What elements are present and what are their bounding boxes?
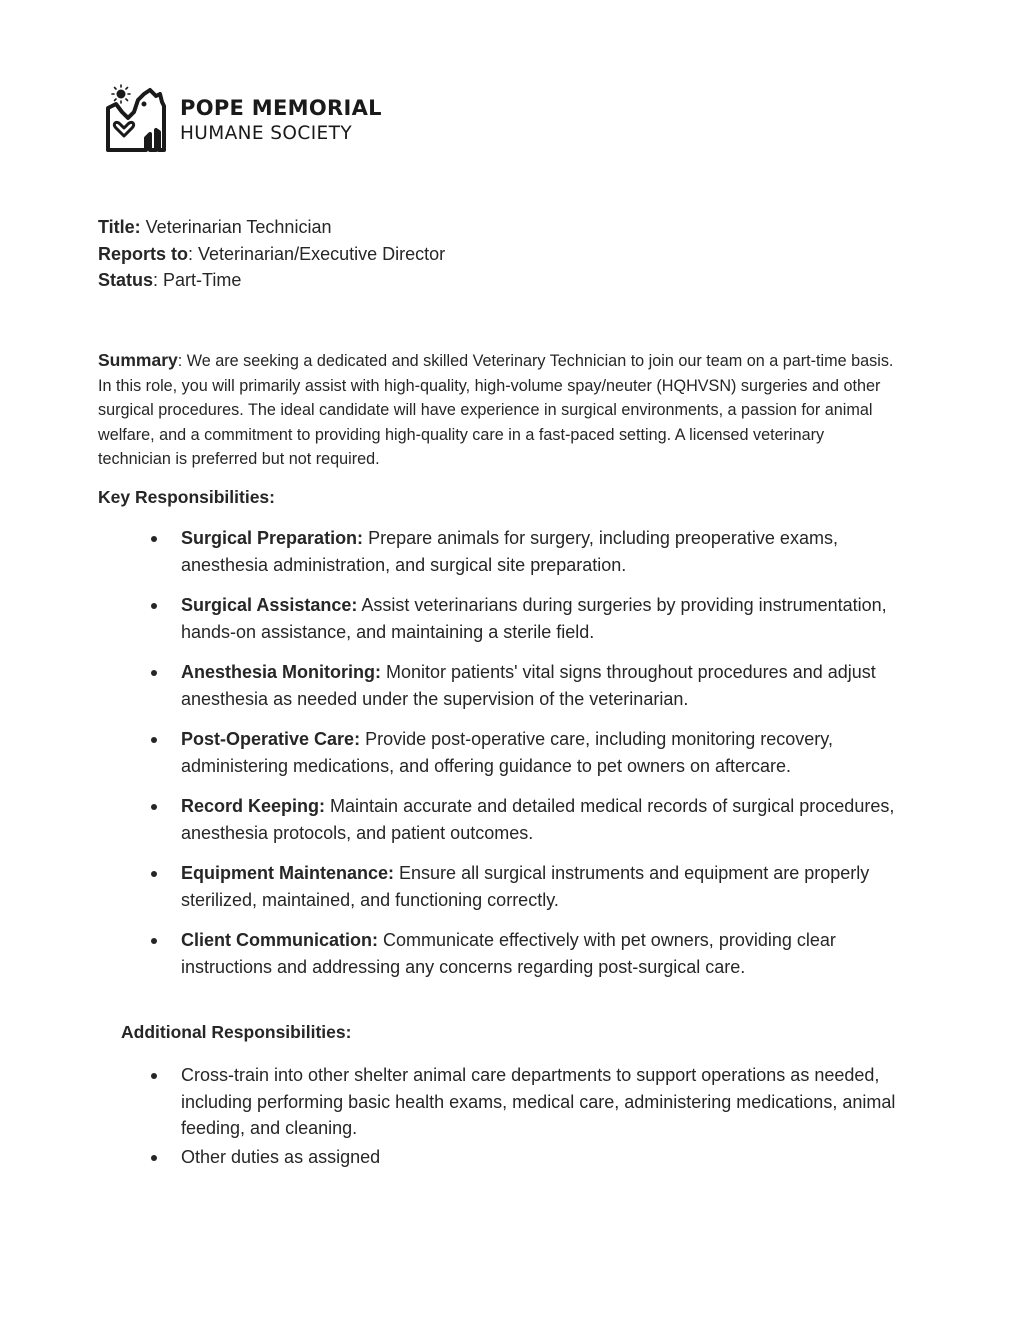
item-text: Communicate effectively with pet owners, providing clear instructions and addressing any concerns regarding post-surgical care. (181, 930, 836, 977)
item-label: Anesthesia Monitoring: (181, 662, 382, 682)
list-item (0, 1144, 901, 1171)
logo-name-line1: POPE MEMORIAL (180, 96, 382, 120)
summary-label: Summary (98, 350, 178, 370)
list-item (0, 726, 901, 779)
status-value: : Part-Time (153, 270, 242, 290)
list-item (0, 927, 901, 980)
bullet-icon (151, 536, 157, 542)
bullet-icon (151, 1073, 157, 1079)
job-meta (98, 214, 445, 294)
item-text: Ensure all surgical instruments and equipment are properly sterilized, maintained, and functioning correctly. (181, 863, 870, 910)
list-item (0, 659, 901, 712)
item-text: Other duties as assigned (181, 1146, 381, 1167)
item-text: Cross-train into other shelter animal care departments to support operations as needed, including performing basic health exams, medical care, administering medications, animal feeding, and cleaning. (181, 1065, 896, 1138)
status-line (98, 267, 445, 294)
additional-responsibilities-heading: Additional Responsibilities: (121, 1022, 352, 1042)
item-text: Monitor patients' vital signs throughout procedures and adjust anesthesia as needed under the supervision of the veterinarian. (181, 662, 876, 709)
job-title-value: Veterinarian Technician (140, 217, 332, 237)
bullet-icon (151, 603, 157, 609)
item-text: Prepare animals for surgery, including preoperative exams, anesthesia administration, and surgical site preparation. (181, 528, 838, 575)
status-label: Status (98, 270, 154, 290)
list-item (0, 1062, 901, 1142)
bullet-icon (151, 871, 157, 877)
bullet-icon (151, 938, 157, 944)
list-item (0, 525, 901, 578)
reports-to-label: Reports to (98, 243, 188, 264)
item-label: Post-Operative Care: (181, 729, 361, 749)
summary-paragraph (98, 348, 898, 472)
bullet-icon (151, 737, 157, 743)
item-label: Equipment Maintenance: (181, 863, 395, 883)
key-responsibilities-list (0, 525, 1024, 994)
list-item (0, 860, 901, 913)
bullet-icon (151, 1155, 157, 1161)
item-label: Surgical Assistance: (181, 595, 358, 615)
reports-to-line (98, 241, 445, 268)
item-label: Client Communication: (181, 930, 378, 950)
bullet-icon (151, 804, 157, 810)
job-title-label: Title: (98, 217, 141, 237)
bullet-icon (151, 670, 157, 676)
item-label: Record Keeping: (181, 796, 326, 816)
item-text: Assist veterinarians during surgeries by providing instrumentation, hands-on assistance, and maintaining a sterile field. (181, 595, 887, 642)
item-label: Surgical Preparation: (181, 528, 364, 548)
list-item (0, 592, 901, 645)
additional-responsibilities-list (0, 1062, 1024, 1172)
organization-logo (104, 84, 404, 154)
sun-dog-cat-logo-icon (104, 84, 170, 154)
reports-to-value: : Veterinarian/Executive Director (188, 243, 446, 264)
item-text: Maintain accurate and detailed medical records of surgical procedures, anesthesia protocols, and patient outcomes. (181, 796, 895, 843)
summary-text: : We are seeking a dedicated and skilled Veterinary Technician to join our team on a part-time basis. In this role, you will primarily assist with high-quality, high-volume spay/neuter (HQHVSN) surgeries and other surgical procedures. The ideal candidate will have experience in surgical environments, a passion for animal welfare, and a commitment to providing high-quality care in a fast-paced setting. A licensed veterinary technician is preferred but not required. (98, 352, 894, 469)
item-text: Provide post-operative care, including monitoring recovery, administering medications, and offering guidance to pet owners on aftercare. (181, 729, 833, 776)
key-responsibilities-heading: Key Responsibilities: (98, 487, 275, 507)
list-item (0, 793, 901, 846)
logo-name-line2: HUMANE SOCIETY (180, 123, 353, 144)
job-title-line (98, 214, 445, 241)
